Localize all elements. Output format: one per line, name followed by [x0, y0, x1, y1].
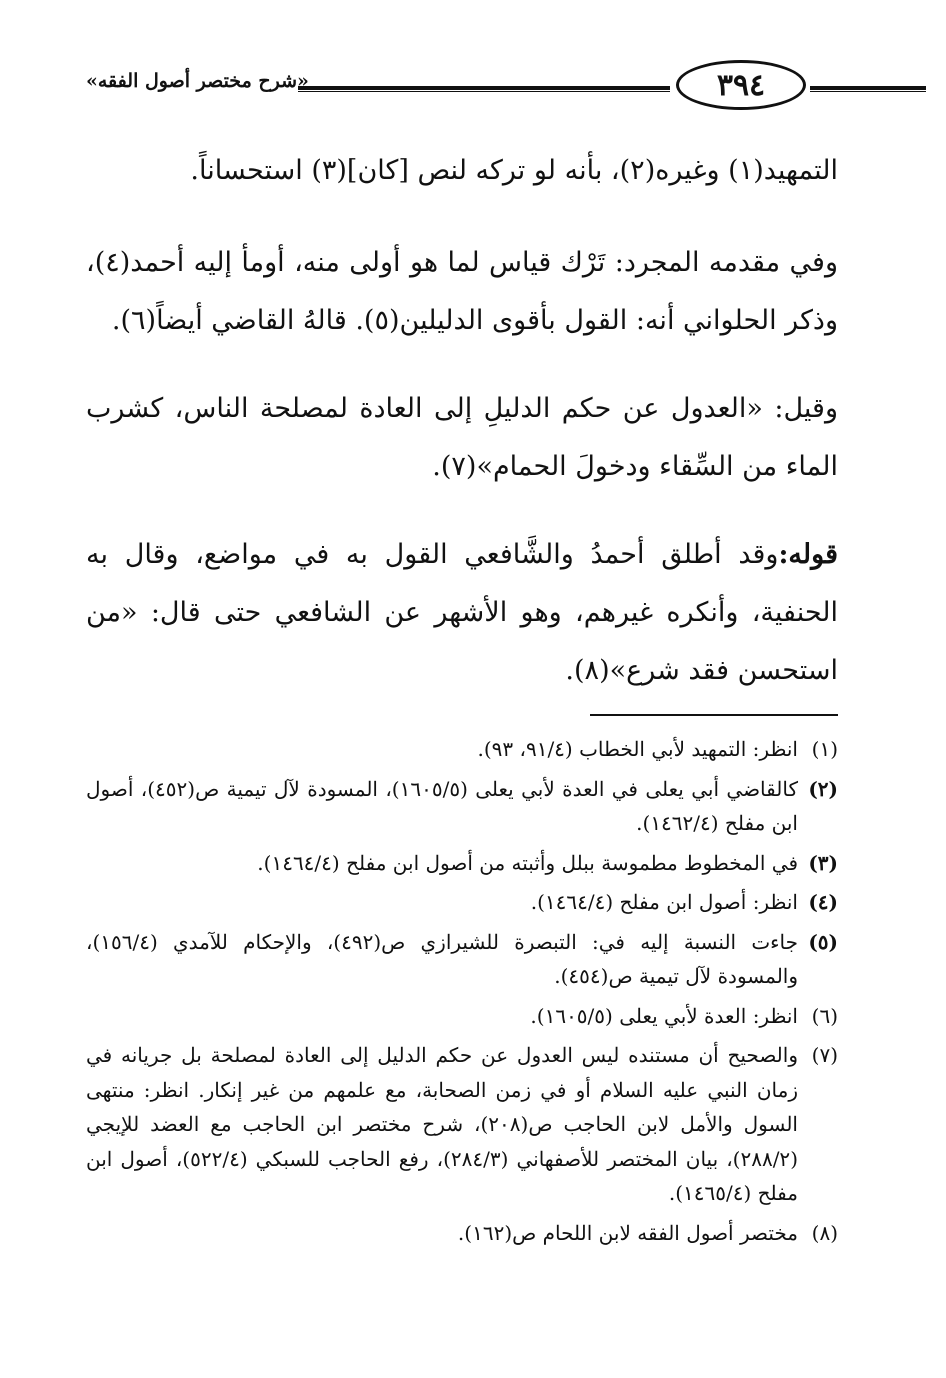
paragraph-text: وقيل: «العدول عن حكم الدليلِ إلى العادة لمصلحة الناس، كشرب الماء من السِّقاء ودخولَ الحمام»(٧). — [86, 393, 838, 482]
header-rule-right — [810, 86, 926, 90]
footnote-text: كالقاضي أبي يعلى في العدة لأبي يعلى (١٦٠٥/٥)، المسودة لآل تيمية ص(٤٥٢)، أصول ابن مفلح (١٤٦٢/٤). — [86, 776, 798, 835]
page-number: ٣٩٤ — [676, 60, 806, 110]
footnote — [86, 732, 838, 767]
page-header — [86, 52, 838, 118]
footnote — [86, 885, 838, 920]
paragraph — [86, 380, 838, 496]
paragraph-text: وفي مقدمه المجرد: تَرْك قياس لما هو أولى منه، أومأ إليه أحمد(٤)، وذكر الحلواني أنه: القول بأقوى الدليلين(٥). قالهُ القاضي أيضاً(٦). — [86, 247, 838, 336]
header-rule-left — [298, 86, 670, 90]
footnote-number: (٦) — [811, 1003, 838, 1028]
paragraph — [86, 142, 838, 200]
footnote — [86, 846, 838, 881]
paragraph — [86, 234, 838, 350]
footnote-number: (٢) — [808, 776, 838, 801]
footnote-text: انظر: التمهيد لأبي الخطاب (٩١/٤، ٩٣). — [477, 737, 798, 761]
footnote-number: (٨) — [811, 1220, 838, 1245]
footnote-number: (٧) — [811, 1043, 838, 1067]
footnote — [86, 999, 838, 1034]
footnote-text: انظر: العدة لأبي يعلى (١٦٠٥/٥). — [530, 1003, 798, 1028]
footnote-number: (٥) — [808, 929, 838, 954]
footnote-separator — [590, 714, 838, 716]
footnote-number: (١) — [811, 737, 838, 761]
paragraph-text: التمهيد(١) وغيره(٢)، بأنه لو تركه لنص [كان](٣) استحساناً. — [190, 155, 838, 186]
footnote-number: (٣) — [808, 850, 838, 875]
footnote — [86, 1216, 838, 1251]
paragraph-text: وقد أطلق أحمدُ والشَّافعي القول به في مواضع، وقال به الحنفية، وأنكره غيرهم، وهو الأشهر عن الشافعي حتى قال: «من استحسن فقد شرع»(٨). — [86, 539, 838, 686]
footnote-text: مختصر أصول الفقه لابن اللحام ص(١٦٢). — [457, 1220, 798, 1245]
paragraph-lead: قوله: — [778, 539, 838, 570]
running-title: «شرح مختصر أصول الفقه» — [86, 70, 309, 92]
footnote-text: والصحيح أن مستنده ليس العدول عن حكم الدليل إلى العادة لمصلحة بل جريانه في زمان النبي عليه السلام أو في زمن الصحابة، مع علمهم من غير إنكار. انظر: منتهى السول والأمل لابن الحاجب ص(٢٠٨)، شرح مختصر ابن الحاجب مع العضد للإيجي (٢٨٨/٢)، بيان المختصر للأصفهاني (٢٨٤/٣)، رفع الحاجب للسبكي (٥٢٢/٤)، أصول ابن مفلح (١٤٦٥/٤). — [86, 1043, 798, 1205]
footnote-number: (٤) — [808, 890, 838, 914]
footnote — [86, 772, 838, 841]
footnote-text: جاءت النسبة إليه في: التبصرة للشيرازي ص(٤٩٢)، والإحكام للآمدي (١٥٦/٤)، والمسودة لآل تيمية ص(٤٥٤). — [86, 929, 799, 988]
footnote — [86, 925, 838, 994]
paragraph — [86, 526, 838, 700]
footnotes — [86, 732, 838, 1255]
footnote — [86, 1038, 838, 1211]
main-text — [86, 142, 838, 730]
footnote-text: في المخطوط مطموسة ببلل وأثبته من أصول ابن مفلح (١٤٦٤/٤). — [257, 850, 798, 875]
footnote-text: انظر: أصول ابن مفلح (١٤٦٤/٤). — [530, 890, 798, 914]
